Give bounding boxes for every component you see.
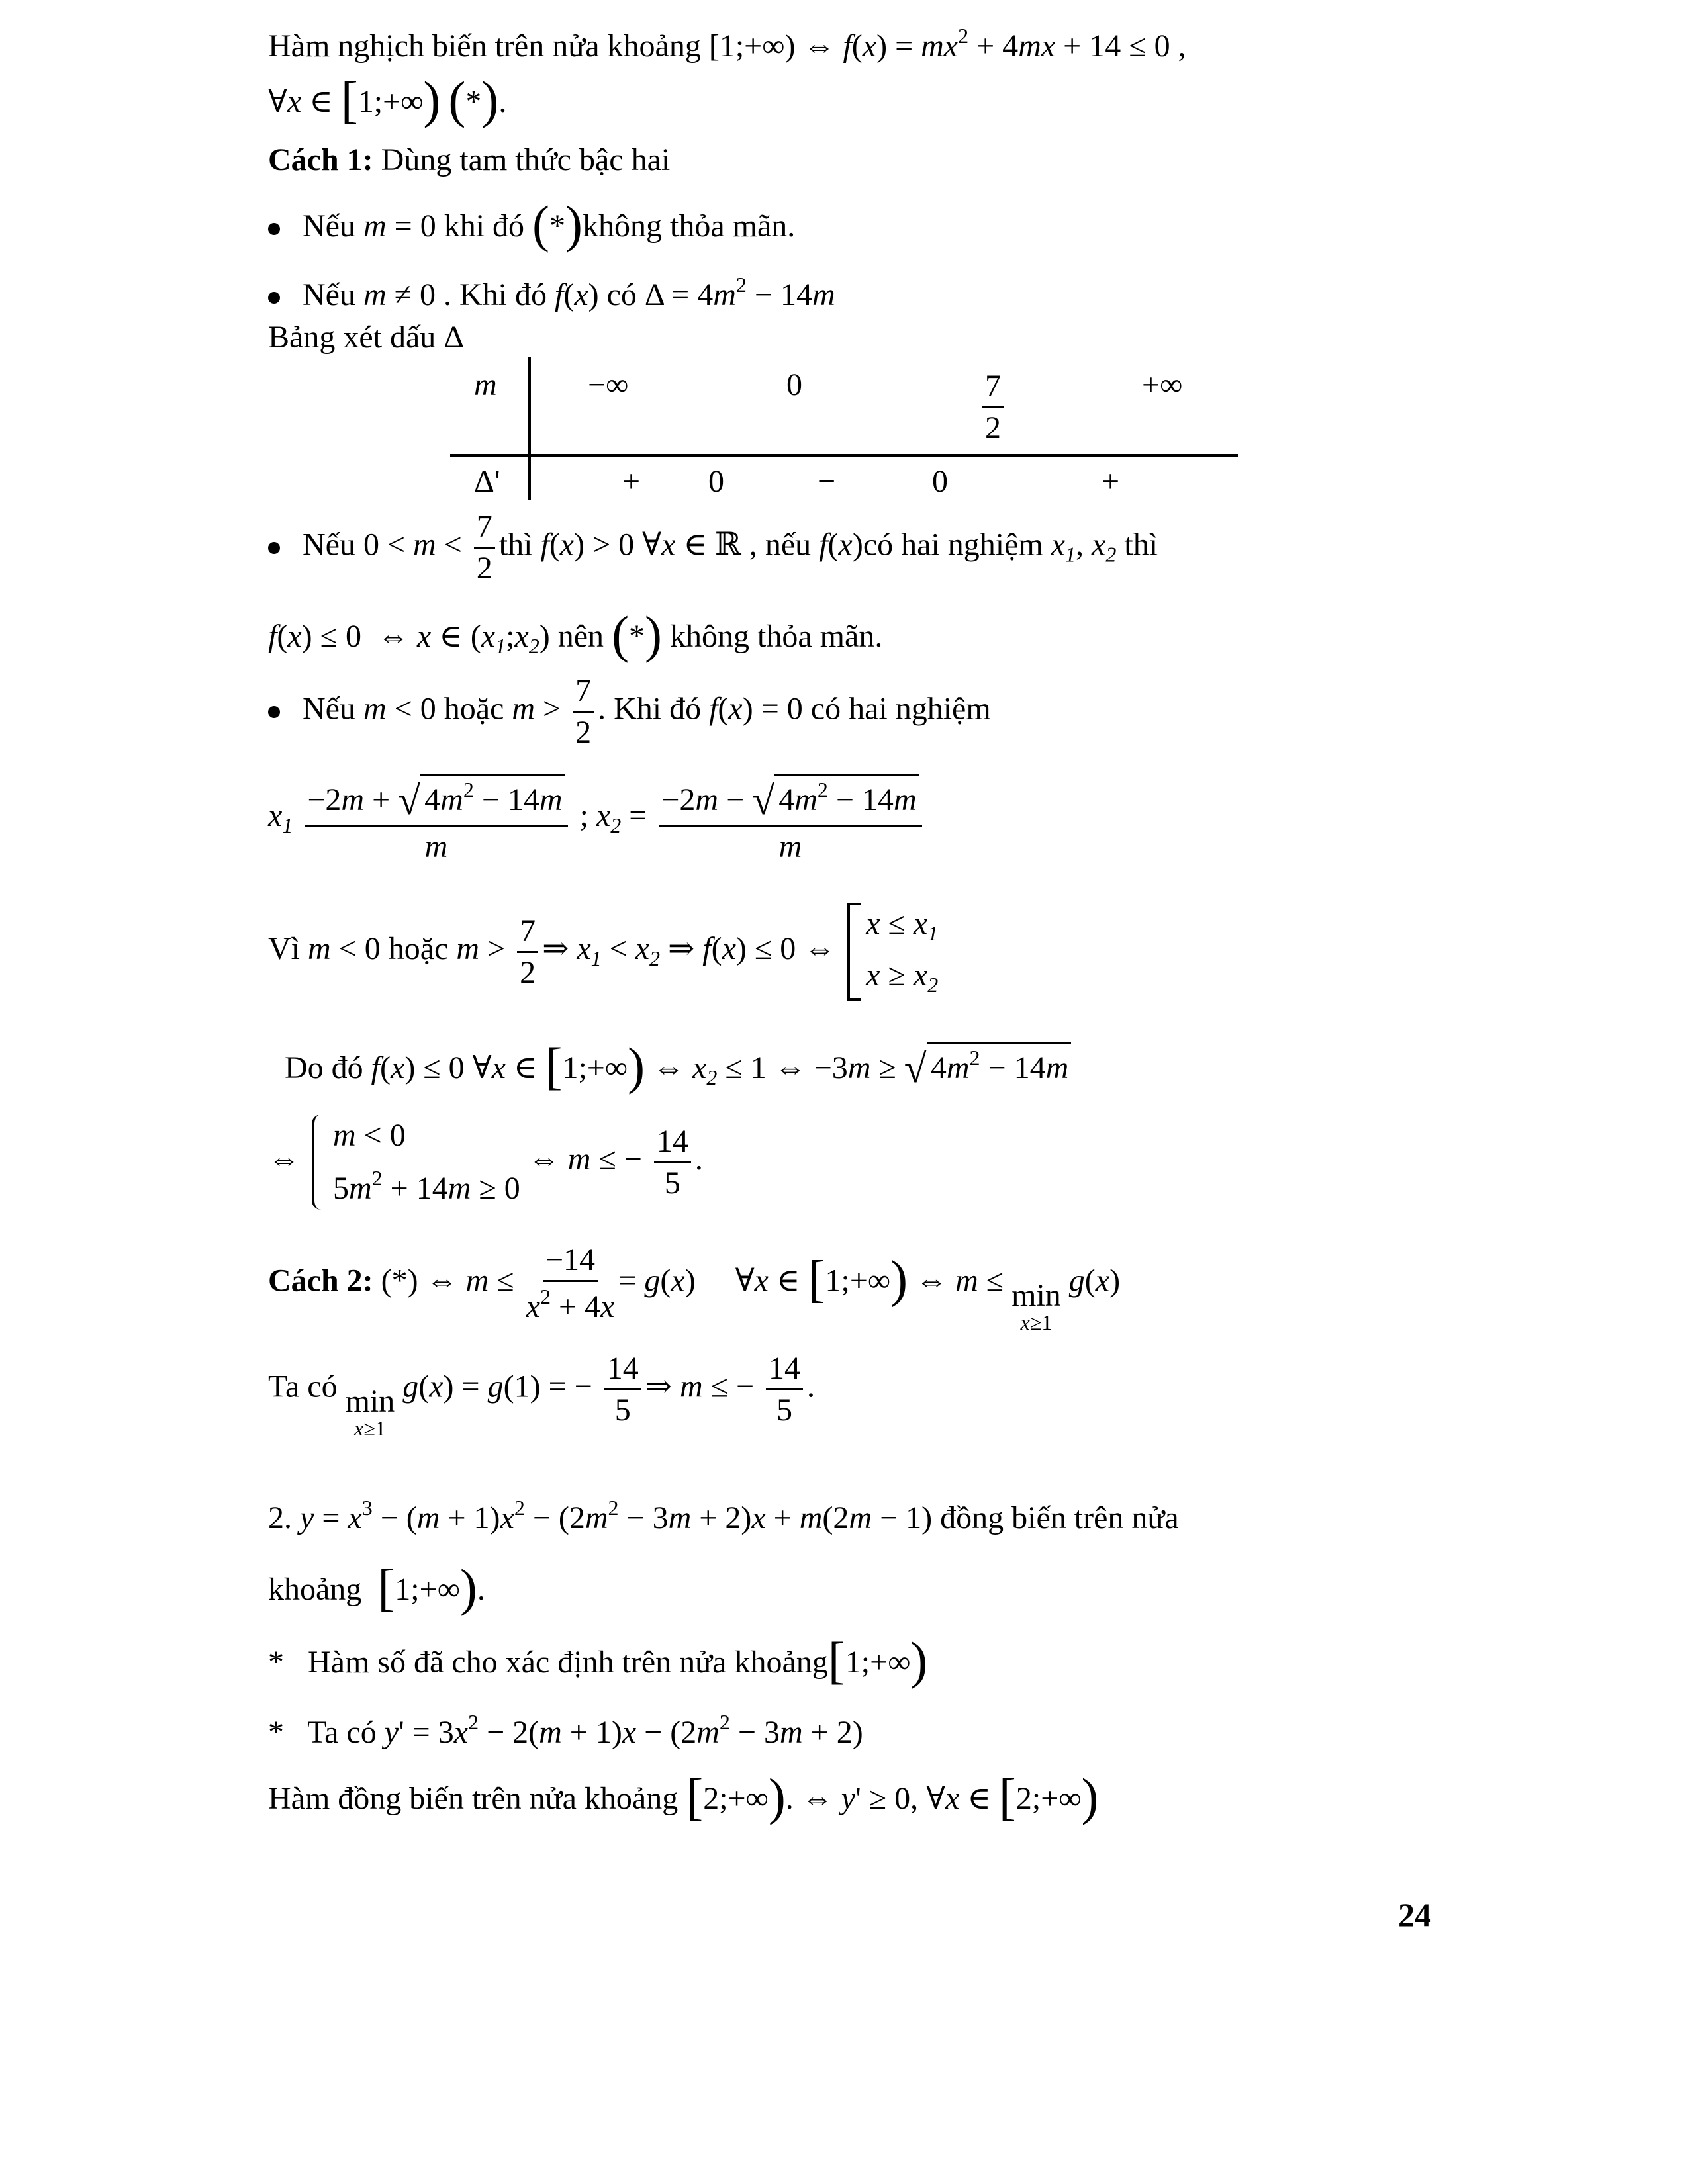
sign-table-vertical-rule <box>528 357 531 500</box>
bullet-3a: Nếu 0 < m < $\frac{7}{2}$ thì f(x) > 0 ∀x ∈ ℝ , nếu f(x)có hai nghiệm $x_1$, $x_2$ thì <box>268 511 1158 584</box>
sign-table-horizontal-rule <box>450 454 1238 457</box>
dodo-line: Do đó f(x) ≤ 0 ∀x ∈ [1;+∞) ⇔ $x_2 \le 1$ ⇔ −3m ≥ √ $4m^2 - 14m$ <box>285 1040 1071 1092</box>
sign-table-row1-label: m <box>474 367 497 402</box>
vi-line: Vì m < 0 hoặc m > $\frac{7}{2}$ ⇒ $x_1 < x_2$ ⇒ f(x) ≤ 0 ⇔ $x \le x_1$ $x \ge x_2$ <box>268 900 938 1003</box>
sign-table-seven-half: $\frac{7}{2}$ <box>978 371 1008 444</box>
line-2: ∀x ∈ [1;+∞) (*). <box>268 71 507 128</box>
bullet-2: Nếu m ≠ 0 . Khi đó f(x) có $\Delta = 4m^2 - 14m$ <box>268 274 835 311</box>
sign-table-row2-label: Δ' <box>474 464 500 499</box>
cach2-label: Cách 2: <box>268 1263 373 1298</box>
bullet-dot <box>268 706 280 718</box>
cach1-heading <box>268 144 670 176</box>
table-title: Bảng xét dấu Δ <box>268 320 465 355</box>
bullet-4: Nếu m < 0 hoặc m > $\frac{7}{2}$ . Khi đó f(x) = 0 có hai nghiệm <box>268 675 991 749</box>
bullet-dot <box>268 292 280 304</box>
sign-table-sign-3: − <box>818 464 836 499</box>
cach1-text: Dùng tam thức bậc hai <box>381 142 671 177</box>
system-line: ⇔ m < 0 $5m^2 + 14m \ge 0$ ⇔ m ≤ − $\frac{14}{5}$ . <box>268 1112 703 1212</box>
cach2-line: Cách 2: (*) ⇔ m ≤ $\frac{-14}{x^2 + 4x}$ = g(x) ∀x ∈ [1;+∞) ⇔ m ≤ min x≥1 g(x) <box>268 1242 1121 1334</box>
sign-table-neg-inf: −∞ <box>588 367 629 402</box>
cach1-label: Cách 1: <box>268 142 373 177</box>
problem-2-line-2: khoảng [1;+∞). <box>268 1559 485 1616</box>
line-1: Hàm nghịch biến trên nửa khoảng [1;+∞) ⇔ $f(x) = mx^2 + 4mx + 14 \le 0$ , <box>268 24 1186 64</box>
last-line: Hàm đồng biến trên nửa khoảng [2;+∞). ⇔ y' ≥ 0, ∀x ∈ [2;+∞) <box>268 1768 1099 1825</box>
page-number: 24 <box>1398 1896 1431 1933</box>
bullet-1: Nếu m = 0 khi đó (*)không thỏa mãn. <box>268 199 795 250</box>
star-2: * Ta có $y' = 3x^2 - 2(m + 1)x - (2m^2 - 3m + 2)$ <box>268 1710 863 1750</box>
bullet-3b: f(x) ≤ 0 ⇔ x ∈ $(x_1;x_2)$ nên (*) không thỏa mãn. <box>268 606 883 663</box>
taco-line: Ta có min x≥1 g(x) = g(1) = − $\frac{14}{5}$ ⇒ m ≤ − $\frac{14}{5}$ . <box>268 1351 816 1440</box>
bullet-dot <box>268 223 280 235</box>
sign-table-zero: 0 <box>786 367 802 402</box>
sign-table-sign-2: 0 <box>708 464 724 499</box>
system-brace: m < 0 $5m^2 + 14m \ge 0$ <box>308 1112 520 1212</box>
sign-table-pos-inf: +∞ <box>1142 367 1183 402</box>
sign-table-sign-1: + <box>622 464 641 499</box>
roots-formula: $x_1$ $\frac{-2m + √ 4m^2 - 14m}{m}$ ; $x_2$ = $\frac{-2m - √ 4m^2 - 14m}{m}$ <box>268 774 926 863</box>
sign-table-sign-5: + <box>1102 464 1120 499</box>
vi-bracket: $x \le x_1$ $x \ge x_2$ <box>843 900 938 1003</box>
bullet-dot <box>268 542 280 554</box>
sign-table-sign-4: 0 <box>932 464 948 499</box>
problem-2-line-1: 2. $y = x^3 - (m + 1)x^2 - (2m^2 - 3m + 2)x + m(2m - 1)$ đồng biến trên nửa <box>268 1496 1179 1535</box>
star-1: * Hàm số đã cho xác định trên nửa khoảng[1;+∞) <box>268 1631 928 1689</box>
